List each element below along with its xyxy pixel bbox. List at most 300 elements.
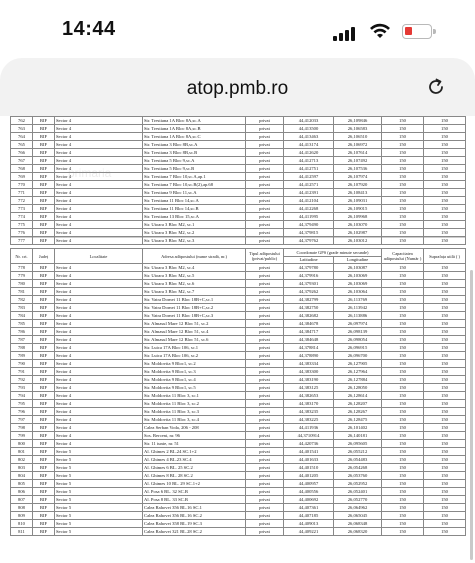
- table-cell: Sector 5: [55, 480, 143, 488]
- table-cell: 150: [424, 157, 466, 165]
- table-cell: Sector 4: [55, 400, 143, 408]
- table-cell: 150: [382, 352, 424, 360]
- table-cell: privat: [246, 229, 284, 237]
- table-cell: 26,054483: [334, 456, 382, 464]
- document-page-2: [10, 248, 465, 563]
- table-row: [11, 344, 466, 352]
- table-cell: 150: [382, 117, 424, 125]
- table-cell: Calea Rahovei 356 BL.16 SC.1: [143, 504, 246, 512]
- table-row: [11, 464, 466, 472]
- table-cell: 789: [11, 352, 33, 360]
- table-cell: Sector 4: [55, 165, 143, 173]
- table-cell: 26,128475: [334, 416, 382, 424]
- table-cell: 150: [382, 400, 424, 408]
- table-cell: BIF: [33, 472, 55, 480]
- table-cell: BIF: [33, 304, 55, 312]
- table-cell: 44,400957: [284, 480, 334, 488]
- table-cell: Str. Vatra Dornei 11 Bloc 18B+C,sc.1: [143, 296, 246, 304]
- table-cell: Str. Moldovita 9 Bloc1, sc.4: [143, 376, 246, 384]
- table-cell: Al. Ghimes 6 BL. 25 SC.2: [143, 464, 246, 472]
- table-cell: BIF: [33, 400, 55, 408]
- table-cell: BIF: [33, 408, 55, 416]
- table-row: [11, 400, 466, 408]
- table-cell: 150: [424, 520, 466, 528]
- table-cell: 44,412268: [284, 205, 334, 213]
- table-cell: 26,097974: [334, 320, 382, 328]
- table-cell: 26,064962: [334, 504, 382, 512]
- table-cell: privat: [246, 344, 284, 352]
- url-text[interactable]: atop.pmb.ro: [186, 78, 289, 99]
- table-cell: 26,103012: [334, 237, 382, 245]
- table-cell: 26,103064: [334, 288, 382, 296]
- table-row: [11, 312, 466, 320]
- table-cell: 26,140181: [334, 432, 382, 440]
- table-cell: 150: [424, 141, 466, 149]
- table-cell: BIF: [33, 237, 55, 245]
- table-cell: 44,383225: [284, 416, 334, 424]
- table-cell: 768: [11, 165, 33, 173]
- table-cell: 150: [382, 181, 424, 189]
- table-cell: 809: [11, 512, 33, 520]
- table-cell: 26,068320: [334, 528, 382, 536]
- table-row: [11, 133, 466, 141]
- table-cell: 44,379780: [284, 264, 334, 272]
- table-cell: 778: [11, 264, 33, 272]
- table-cell: BIF: [33, 221, 55, 229]
- table-cell: BIF: [33, 264, 55, 272]
- table-cell: BIF: [33, 125, 55, 133]
- table-cell: privat: [246, 336, 284, 344]
- table-cell: Sector 4: [55, 280, 143, 288]
- wifi-icon: [369, 23, 391, 39]
- table-cell: 44,379262: [284, 288, 334, 296]
- table-cell: BIF: [33, 416, 55, 424]
- table-cell: 150: [382, 360, 424, 368]
- table-cell: Str. Uioara 3 Bloc M2, sc.7: [143, 288, 246, 296]
- table-cell: Sector 4: [55, 149, 143, 157]
- table-cell: 798: [11, 424, 33, 432]
- table-cell: Sector 4: [55, 376, 143, 384]
- table-row: [11, 424, 466, 432]
- table-cell: privat: [246, 400, 284, 408]
- table-cell: 150: [424, 456, 466, 464]
- table-cell: Sector 4: [55, 181, 143, 189]
- table-row: [11, 157, 466, 165]
- table-cell: Str. Trestiana 1A Bloc 8A,sc.C: [143, 133, 246, 141]
- table-cell: 150: [382, 221, 424, 229]
- table-cell: 44,384648: [284, 336, 334, 344]
- table-cell: Str. Uioara 3 Bloc M2, sc.1: [143, 221, 246, 229]
- table-cell: BIF: [33, 504, 55, 512]
- table-cell: 764: [11, 133, 33, 141]
- table-cell: 805: [11, 480, 33, 488]
- table-cell: 150: [424, 344, 466, 352]
- table-cell: 44,401541: [284, 448, 334, 456]
- table-cell: Sector 4: [55, 237, 143, 245]
- table-cell: BIF: [33, 336, 55, 344]
- table-cell: BIF: [33, 213, 55, 221]
- table-row: [11, 488, 466, 496]
- table-cell: 44,407361: [284, 504, 334, 512]
- shelter-table-page-2: [10, 248, 466, 536]
- table-cell: 44,382750: [284, 304, 334, 312]
- table-cell: Sector 4: [55, 125, 143, 133]
- table-cell: Sector 5: [55, 512, 143, 520]
- table-cell: BIF: [33, 149, 55, 157]
- table-cell: 44,3710914: [284, 432, 334, 440]
- table-cell: Calea Rahovei 358 BL.19 SC.3: [143, 520, 246, 528]
- table-cell: Sector 4: [55, 205, 143, 213]
- table-cell: Sector 5: [55, 464, 143, 472]
- table-cell: 150: [424, 488, 466, 496]
- table-cell: privat: [246, 125, 284, 133]
- table-cell: BIF: [33, 512, 55, 520]
- table-row: [11, 456, 466, 464]
- table-cell: privat: [246, 328, 284, 336]
- table-cell: Sector 4: [55, 288, 143, 296]
- header-coord: Coordonate GPS (grade minute secunde): [284, 249, 382, 257]
- table-cell: Sector 4: [55, 336, 143, 344]
- table-cell: privat: [246, 480, 284, 488]
- table-cell: 26,096915: [334, 344, 382, 352]
- table-cell: BIF: [33, 520, 55, 528]
- table-cell: Sector 4: [55, 312, 143, 320]
- table-cell: 150: [382, 125, 424, 133]
- table-cell: 787: [11, 336, 33, 344]
- table-cell: 150: [424, 464, 466, 472]
- table-cell: privat: [246, 408, 284, 416]
- table-cell: 150: [424, 221, 466, 229]
- table-cell: 44,383170: [284, 400, 334, 408]
- table-cell: privat: [246, 440, 284, 448]
- table-cell: privat: [246, 197, 284, 205]
- table-cell: 44,412391: [284, 189, 334, 197]
- table-cell: Al. Posa 6 BL. 32 SC.B: [143, 488, 246, 496]
- table-cell: 150: [424, 528, 466, 536]
- table-cell: BIF: [33, 181, 55, 189]
- table-cell: 26,107974: [334, 173, 382, 181]
- table-row: [11, 504, 466, 512]
- table-cell: 44,400692: [284, 496, 334, 504]
- table-cell: privat: [246, 448, 284, 456]
- table-cell: 808: [11, 504, 33, 512]
- table-cell: 26,128614: [334, 392, 382, 400]
- table-cell: 804: [11, 472, 33, 480]
- table-cell: 26,108413: [334, 189, 382, 197]
- table-cell: 44,412713: [284, 157, 334, 165]
- table-row: [11, 149, 466, 157]
- table-cell: privat: [246, 272, 284, 280]
- table-cell: Sector 4: [55, 213, 143, 221]
- reload-icon[interactable]: [426, 77, 446, 97]
- table-cell: 26,095605: [334, 440, 382, 448]
- table-cell: Str. Uioara 3 Bloc M2, sc.5: [143, 272, 246, 280]
- table-cell: 44,379815: [284, 229, 334, 237]
- table-cell: BIF: [33, 528, 55, 536]
- table-cell: 150: [424, 328, 466, 336]
- table-cell: 150: [382, 272, 424, 280]
- table-cell: 44,378814: [284, 344, 334, 352]
- scrollbar-thumb[interactable]: [470, 270, 473, 560]
- table-cell: 150: [382, 328, 424, 336]
- table-cell: 150: [382, 141, 424, 149]
- table-cell: privat: [246, 488, 284, 496]
- header-judet: Județ: [33, 249, 55, 264]
- table-cell: BIF: [33, 360, 55, 368]
- table-cell: 44,383300: [284, 368, 334, 376]
- table-cell: 26,053760: [334, 472, 382, 480]
- table-row: [11, 432, 466, 440]
- table-cell: 26,107614: [334, 149, 382, 157]
- table-cell: 26,128207: [334, 400, 382, 408]
- table-cell: Str. Trestiana 7 Bloc 10,sc.B(2),ap.68: [143, 181, 246, 189]
- table-cell: Sector 4: [55, 328, 143, 336]
- table-cell: 772: [11, 197, 33, 205]
- table-cell: privat: [246, 141, 284, 149]
- table-row: [11, 213, 466, 221]
- table-row: [11, 376, 466, 384]
- table-cell: 150: [424, 165, 466, 173]
- table-cell: privat: [246, 189, 284, 197]
- table-cell: 150: [382, 197, 424, 205]
- table-cell: 150: [424, 213, 466, 221]
- table-cell: Sector 4: [55, 344, 143, 352]
- table-cell: 150: [382, 448, 424, 456]
- table-cell: BIF: [33, 328, 55, 336]
- table-cell: 150: [424, 440, 466, 448]
- table-cell: 44,407185: [284, 512, 334, 520]
- table-cell: BIF: [33, 288, 55, 296]
- status-bar: [0, 0, 475, 54]
- table-cell: Sector 5: [55, 488, 143, 496]
- table-cell: 766: [11, 149, 33, 157]
- table-cell: 150: [424, 472, 466, 480]
- table-cell: 769: [11, 173, 33, 181]
- table-cell: BIF: [33, 344, 55, 352]
- table-cell: 806: [11, 488, 33, 496]
- table-cell: Calea Rahovei 356 BL.16 SC.2: [143, 512, 246, 520]
- table-cell: 44,420736: [284, 440, 334, 448]
- table-cell: Sector 4: [55, 368, 143, 376]
- table-cell: 26,101402: [334, 424, 382, 432]
- table-cell: 26,068348: [334, 520, 382, 528]
- table-cell: 150: [424, 432, 466, 440]
- table-cell: 26,103087: [334, 264, 382, 272]
- table-cell: BIF: [33, 488, 55, 496]
- table-cell: Str. Trestiana 5 Bloc 9,sc.A: [143, 157, 246, 165]
- header-latitudine: Latitudine: [284, 256, 334, 264]
- table-cell: 779: [11, 272, 33, 280]
- table-cell: 26,106583: [334, 125, 382, 133]
- table-cell: 44,411936: [284, 424, 334, 432]
- table-cell: 26,098139: [334, 328, 382, 336]
- table-row: [11, 181, 466, 189]
- table-cell: 150: [382, 213, 424, 221]
- table-cell: Sector 5: [55, 520, 143, 528]
- table-cell: 44,412620: [284, 149, 334, 157]
- table-cell: 775: [11, 221, 33, 229]
- table-row: [11, 472, 466, 480]
- table-cell: 26,109031: [334, 197, 382, 205]
- table-cell: Sector 4: [55, 408, 143, 416]
- table-cell: Str. 11 iunie, nr. 51: [143, 440, 246, 448]
- table-cell: 26,055212: [334, 448, 382, 456]
- table-cell: Str. Luica 17A Bloc 106, sc.2: [143, 352, 246, 360]
- shelter-table-page-1: [10, 116, 466, 245]
- table-cell: Str. Trestiana 3 Bloc 8B,sc.A: [143, 141, 246, 149]
- table-cell: BIF: [33, 376, 55, 384]
- table-cell: Al. Ghimes 8 BL. 28 SC.2: [143, 472, 246, 480]
- table-cell: 44,383235: [284, 408, 334, 416]
- table-cell: 26,107536: [334, 165, 382, 173]
- table-cell: 150: [382, 440, 424, 448]
- table-cell: 26,109968: [334, 213, 382, 221]
- table-cell: Sector 5: [55, 472, 143, 480]
- table-cell: 150: [424, 205, 466, 213]
- table-row: [11, 272, 466, 280]
- table-cell: BIF: [33, 157, 55, 165]
- table-cell: BIF: [33, 440, 55, 448]
- table-row: [11, 125, 466, 133]
- table-cell: 150: [382, 480, 424, 488]
- table-cell: 150: [382, 488, 424, 496]
- table-cell: BIF: [33, 205, 55, 213]
- table-row: [11, 440, 466, 448]
- table-row: [11, 304, 466, 312]
- table-cell: 26,107920: [334, 181, 382, 189]
- table-cell: Sector 4: [55, 384, 143, 392]
- table-row: [11, 360, 466, 368]
- table-cell: 150: [424, 189, 466, 197]
- document-page-1: [10, 116, 465, 243]
- table-cell: 44,412033: [284, 117, 334, 125]
- table-cell: 770: [11, 181, 33, 189]
- table-cell: 44,379762: [284, 237, 334, 245]
- table-cell: 150: [424, 408, 466, 416]
- table-cell: 783: [11, 304, 33, 312]
- table-cell: 790: [11, 360, 33, 368]
- table-cell: privat: [246, 384, 284, 392]
- table-cell: 150: [382, 288, 424, 296]
- table-cell: 799: [11, 432, 33, 440]
- table-cell: 26,113942: [334, 304, 382, 312]
- table-row: [11, 368, 466, 376]
- table-cell: privat: [246, 368, 284, 376]
- address-bar[interactable]: [0, 58, 475, 116]
- table-cell: 150: [382, 173, 424, 181]
- table-cell: 777: [11, 237, 33, 245]
- table-row: [11, 480, 466, 488]
- table-cell: 150: [424, 496, 466, 504]
- table-cell: 150: [424, 237, 466, 245]
- table-cell: 791: [11, 368, 33, 376]
- table-cell: 765: [11, 141, 33, 149]
- table-cell: 801: [11, 448, 33, 456]
- table-cell: 150: [382, 368, 424, 376]
- table-cell: privat: [246, 173, 284, 181]
- table-cell: 44,378890: [284, 352, 334, 360]
- table-cell: privat: [246, 512, 284, 520]
- table-cell: 26,098054: [334, 336, 382, 344]
- table-row: [11, 173, 466, 181]
- table-cell: BIF: [33, 133, 55, 141]
- table-cell: 26,127905: [334, 360, 382, 368]
- table-cell: 780: [11, 280, 33, 288]
- table-cell: 44,384678: [284, 320, 334, 328]
- table-cell: Sector 4: [55, 440, 143, 448]
- table-cell: 44,382653: [284, 392, 334, 400]
- table-cell: BIF: [33, 272, 55, 280]
- table-cell: 150: [382, 520, 424, 528]
- table-cell: privat: [246, 456, 284, 464]
- table-cell: Str. Trestiana 3 Bloc 8B,sc.B: [143, 149, 246, 157]
- table-cell: privat: [246, 221, 284, 229]
- table-cell: privat: [246, 376, 284, 384]
- table-cell: 150: [424, 376, 466, 384]
- table-row: [11, 229, 466, 237]
- table-cell: 788: [11, 344, 33, 352]
- table-cell: 150: [382, 384, 424, 392]
- table-cell: BIF: [33, 352, 55, 360]
- page-1-rows: [11, 117, 466, 245]
- table-cell: 26,128050: [334, 384, 382, 392]
- table-cell: Sector 4: [55, 117, 143, 125]
- table-cell: Str. Luica 17A Bloc 106, sc.1: [143, 344, 246, 352]
- table-cell: 150: [424, 424, 466, 432]
- table-cell: privat: [246, 133, 284, 141]
- table-cell: privat: [246, 520, 284, 528]
- table-cell: BIF: [33, 173, 55, 181]
- table-row: [11, 528, 466, 536]
- table-cell: 26,128267: [334, 408, 382, 416]
- table-cell: 150: [382, 205, 424, 213]
- table-cell: Al. Ghimes 10 BL. 29 SC.1+2: [143, 480, 246, 488]
- table-cell: 44,401510: [284, 464, 334, 472]
- table-cell: 150: [382, 336, 424, 344]
- table-cell: 44,382799: [284, 296, 334, 304]
- table-cell: Str. Uioara 3 Bloc M2, sc.2: [143, 229, 246, 237]
- table-row: [11, 448, 466, 456]
- cellular-signal-icon: [333, 25, 359, 41]
- watermark-text: primaria: [68, 166, 112, 180]
- table-cell: Sector 4: [55, 133, 143, 141]
- table-cell: privat: [246, 165, 284, 173]
- table-cell: 150: [382, 432, 424, 440]
- table-cell: privat: [246, 237, 284, 245]
- table-cell: 44,401205: [284, 472, 334, 480]
- table-cell: Str. Trestiana 7 Bloc 10,sc.A,ap.1: [143, 173, 246, 181]
- table-cell: 26,102987: [334, 229, 382, 237]
- table-cell: privat: [246, 304, 284, 312]
- table-cell: 150: [424, 360, 466, 368]
- table-row: [11, 320, 466, 328]
- table-cell: 792: [11, 376, 33, 384]
- table-cell: 150: [424, 125, 466, 133]
- table-row: [11, 416, 466, 424]
- table-cell: 26,052770: [334, 496, 382, 504]
- table-cell: privat: [246, 504, 284, 512]
- table-cell: Sector 4: [55, 272, 143, 280]
- table-cell: privat: [246, 117, 284, 125]
- table-cell: 44,379301: [284, 280, 334, 288]
- table-cell: Sector 4: [55, 424, 143, 432]
- table-cell: 26,127964: [334, 368, 382, 376]
- table-cell: 150: [382, 157, 424, 165]
- table-cell: 150: [424, 229, 466, 237]
- table-cell: 26,109015: [334, 205, 382, 213]
- table-cell: 150: [424, 296, 466, 304]
- table-cell: 785: [11, 320, 33, 328]
